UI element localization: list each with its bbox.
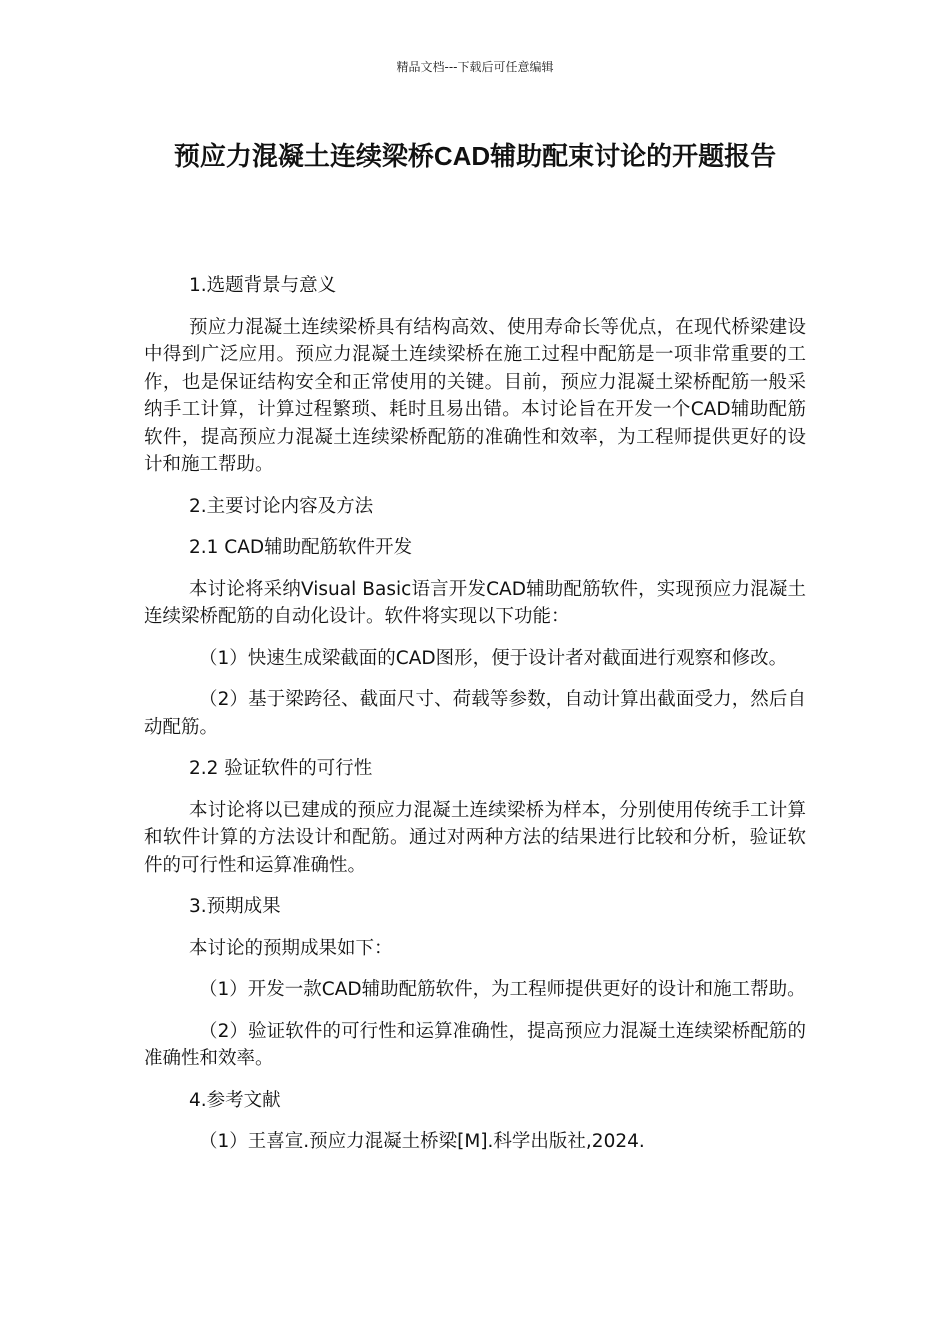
paragraph-software-dev: 本讨论将采纳Visual Basic语言开发CAD辅助配筋软件，实现预应力混凝土连续梁桥配筋的自动化设计。软件将实现以下功能： — [144, 578, 806, 627]
list-item-result-1: （1）开发一款CAD辅助配筋软件，为工程师提供更好的设计和施工帮助。 — [199, 979, 806, 1000]
paragraph-background: 预应力混凝土连续梁桥具有结构高效、使用寿命长等优点，在现代桥梁建设中得到广泛应用。预应力混凝土连续梁桥在施工过程中配筋是一项非常重要的工作，也是保证结构安全和正常使用的关键。目前，预应力混凝土梁桥配筋一般采纳手工计算，计算过程繁琐、耗时且易出错。本讨论旨在开发一个CAD辅助配筋软件，提高预应力混凝土连续梁桥配筋的准确性和效率，为工程师提供更好的设计和施工帮助。 — [144, 316, 806, 475]
document-title: 预应力混凝土连续梁桥CAD辅助配束讨论的开题报告 — [173, 141, 777, 171]
list-item-result-2: （2）验证软件的可行性和运算准确性，提高预应力混凝土连续梁桥配筋的准确性和效率。 — [144, 1020, 806, 1069]
section-heading-1: 1.选题背景与意义 — [189, 275, 337, 296]
subsection-heading-2-1: 2.1 CAD辅助配筋软件开发 — [189, 537, 413, 558]
paragraph-expected-intro: 本讨论的预期成果如下： — [189, 937, 393, 959]
header-note: 精品文档---下载后可任意编辑 — [396, 60, 554, 74]
section-heading-3: 3.预期成果 — [189, 896, 281, 917]
paragraph-validation: 本讨论将以已建成的预应力混凝土连续梁桥为样本，分别使用传统手工计算和软件计算的方法设计和配筋。通过对两种方法的结果进行比较和分析，验证软件的可行性和运算准确性。 — [144, 799, 806, 876]
reference-item-1: （1）王喜宣.预应力混凝土桥梁[M].科学出版社,2024. — [199, 1131, 645, 1152]
section-heading-2: 2.主要讨论内容及方法 — [189, 495, 374, 517]
list-item-function-1: （1）快速生成梁截面的CAD图形，便于设计者对截面进行观察和修改。 — [199, 647, 788, 669]
list-item-function-2: （2）基于梁跨径、截面尺寸、荷载等参数，自动计算出截面受力，然后自动配筋。 — [144, 689, 806, 738]
document-body — [144, 272, 806, 1170]
section-heading-4: 4.参考文献 — [189, 1089, 281, 1111]
subsection-heading-2-2: 2.2 验证软件的可行性 — [189, 758, 373, 779]
